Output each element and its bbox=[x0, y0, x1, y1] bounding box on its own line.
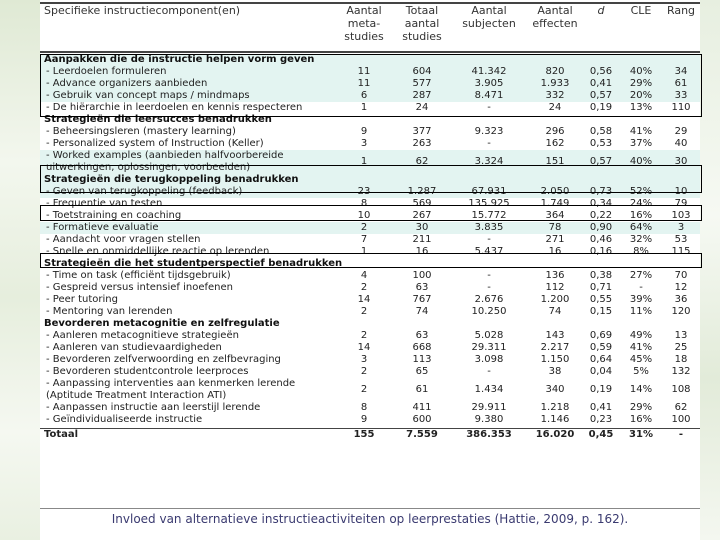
cell-d: 0,41 bbox=[589, 402, 613, 413]
cell-d: 0,56 bbox=[589, 66, 613, 77]
cell-effecten: 364 bbox=[545, 210, 565, 221]
row-label: - Beheersingsleren (mastery learning) bbox=[46, 126, 236, 138]
cell-effecten: 78 bbox=[548, 222, 562, 233]
cell-rang: 3 bbox=[677, 222, 685, 233]
cell-meta: 9 bbox=[360, 414, 368, 425]
cell-meta: 11 bbox=[357, 66, 371, 77]
table-header-rule bbox=[40, 51, 700, 53]
table-row bbox=[40, 378, 700, 402]
cell-totaal: 604 bbox=[412, 66, 432, 77]
cell-cle: 29% bbox=[629, 402, 653, 413]
header-totaal: Totaal aantal studies bbox=[402, 4, 442, 43]
cell-d: 0,23 bbox=[589, 414, 613, 425]
cell-subjecten: 15.772 bbox=[471, 210, 507, 221]
cell-meta: 2 bbox=[360, 366, 368, 377]
cell-totaal: 65 bbox=[415, 366, 429, 377]
section-row bbox=[40, 258, 700, 270]
cell-meta: 10 bbox=[357, 210, 371, 221]
row-label: - Leerdoelen formuleren bbox=[46, 66, 166, 78]
cell-subjecten: 3.835 bbox=[474, 222, 504, 233]
cell-totaal: 100 bbox=[412, 270, 432, 281]
cell-subjecten: - bbox=[487, 138, 491, 149]
cell-d: 0,90 bbox=[589, 222, 613, 233]
row-label: - Gespreid versus intensief inoefenen bbox=[46, 282, 233, 294]
row-label: - Worked examples (aanbieden halfvoorbereide uitwerkingen, oplossingen, voorbeelden) bbox=[46, 150, 296, 174]
section-row bbox=[40, 174, 700, 186]
header-subjecten: Aantal subjecten bbox=[462, 4, 516, 30]
cell-rang: 110 bbox=[671, 102, 691, 113]
cell-d: 0,38 bbox=[589, 270, 613, 281]
table-header bbox=[40, 4, 700, 50]
cell-effecten: 162 bbox=[545, 138, 565, 149]
cell-effecten: 340 bbox=[545, 384, 565, 395]
row-label: - Geïndividualiseerde instructie bbox=[46, 414, 202, 426]
cell-subjecten: 5.437 bbox=[474, 246, 504, 257]
cell-totaal: 377 bbox=[412, 126, 432, 137]
cell-cle: 37% bbox=[629, 138, 653, 149]
table-row bbox=[40, 90, 700, 102]
cell-totaal: 267 bbox=[412, 210, 432, 221]
total-row bbox=[40, 428, 700, 443]
row-label: - Formatieve evaluatie bbox=[46, 222, 159, 234]
row-label: - Toetstraining en coaching bbox=[46, 210, 181, 222]
table-row bbox=[40, 210, 700, 222]
cell-totaal: 287 bbox=[412, 90, 432, 101]
cell-meta: 14 bbox=[357, 342, 371, 353]
cell-subjecten: - bbox=[487, 102, 491, 113]
cell-effecten: 2.050 bbox=[540, 186, 570, 197]
cell-meta: 6 bbox=[360, 90, 368, 101]
cell-rang: 12 bbox=[674, 282, 688, 293]
cell-cle: 11% bbox=[629, 306, 653, 317]
cell-subjecten: 8.471 bbox=[474, 90, 504, 101]
background-decoration-left bbox=[0, 0, 40, 540]
cell-meta: 2 bbox=[360, 330, 368, 341]
cell-subjecten: 3.098 bbox=[474, 354, 504, 365]
cell-meta: 9 bbox=[360, 126, 368, 137]
cell-meta: 1 bbox=[360, 102, 368, 113]
cell-subjecten: 135.925 bbox=[468, 198, 510, 209]
cell-effecten: 16 bbox=[548, 246, 562, 257]
cell-totaal: 24 bbox=[415, 102, 429, 113]
cell-effecten: 1.933 bbox=[540, 78, 570, 89]
table-row bbox=[40, 138, 700, 150]
header-component: Specifieke instructiecomponent(en) bbox=[44, 4, 241, 17]
cell-meta: 11 bbox=[357, 78, 371, 89]
row-label: - Bevorderen zelfverwoording en zelfbevraging bbox=[46, 354, 281, 366]
cell-meta: 1 bbox=[360, 246, 368, 257]
cell-effecten: 38 bbox=[548, 366, 562, 377]
header-rang: Rang bbox=[666, 4, 696, 17]
cell-subjecten: 41.342 bbox=[471, 66, 507, 77]
cell-d: 0,57 bbox=[589, 156, 613, 167]
cell-d: 0,73 bbox=[589, 186, 613, 197]
cell-effecten: 1.146 bbox=[540, 414, 570, 425]
cell-totaal: 263 bbox=[412, 138, 432, 149]
row-label: - Personalized system of Instruction (Keller) bbox=[46, 138, 264, 150]
cell-subjecten: 9.380 bbox=[474, 414, 504, 425]
cell-d: 0,22 bbox=[589, 210, 613, 221]
row-label: Strategieën die het studentperspectief benadrukken bbox=[44, 258, 343, 269]
table-row bbox=[40, 186, 700, 198]
cell-totaal: 113 bbox=[412, 354, 432, 365]
cell-meta: 2 bbox=[360, 384, 368, 395]
cell-d: 0,59 bbox=[589, 342, 613, 353]
cell-subjecten: - bbox=[487, 366, 491, 377]
cell-totaal: 569 bbox=[412, 198, 432, 209]
cell-meta: 4 bbox=[360, 270, 368, 281]
caption-rule bbox=[40, 508, 700, 509]
cell-rang: 62 bbox=[674, 402, 688, 413]
table-row bbox=[40, 402, 700, 414]
cell-rang: 36 bbox=[674, 294, 688, 305]
row-label: Bevorderen metacognitie en zelfregulatie bbox=[44, 318, 280, 329]
table-row bbox=[40, 354, 700, 366]
cell-effecten: 74 bbox=[548, 306, 562, 317]
cell-effecten: 136 bbox=[545, 270, 565, 281]
cell-subjecten: 1.434 bbox=[474, 384, 504, 395]
cell-cle: 29% bbox=[629, 78, 653, 89]
cell-rang: 108 bbox=[671, 384, 691, 395]
table-row bbox=[40, 294, 700, 306]
cell-cle: 49% bbox=[629, 330, 653, 341]
cell-effecten: 1.150 bbox=[540, 354, 570, 365]
section-row bbox=[40, 318, 700, 330]
cell-cle: 13% bbox=[629, 102, 653, 113]
cell-effecten: 2.217 bbox=[540, 342, 570, 353]
cell-meta: 3 bbox=[360, 138, 368, 149]
cell-rang: 103 bbox=[671, 210, 691, 221]
table-top-rule bbox=[40, 2, 700, 4]
cell-cle: 31% bbox=[629, 429, 653, 440]
table-row bbox=[40, 102, 700, 114]
cell-subjecten: - bbox=[487, 270, 491, 281]
cell-rang: 79 bbox=[674, 198, 688, 209]
row-label: - Snelle en onmiddellijke reactie op lerenden bbox=[46, 246, 269, 258]
cell-effecten: 271 bbox=[545, 234, 565, 245]
cell-subjecten: 386.353 bbox=[466, 429, 512, 440]
cell-rang: 120 bbox=[671, 306, 691, 317]
cell-totaal: 63 bbox=[415, 330, 429, 341]
row-label: Aanpakken die de instructie helpen vorm geven bbox=[44, 54, 315, 65]
cell-totaal: 1.287 bbox=[407, 186, 437, 197]
table-row bbox=[40, 198, 700, 210]
cell-cle: 41% bbox=[629, 126, 653, 137]
cell-d: 0,69 bbox=[589, 330, 613, 341]
cell-subjecten: 9.323 bbox=[474, 126, 504, 137]
cell-totaal: 62 bbox=[415, 156, 429, 167]
table-row bbox=[40, 330, 700, 342]
cell-subjecten: 29.911 bbox=[471, 402, 507, 413]
cell-rang: 70 bbox=[674, 270, 688, 281]
cell-subjecten: 3.324 bbox=[474, 156, 504, 167]
cell-rang: 34 bbox=[674, 66, 688, 77]
cell-totaal: 668 bbox=[412, 342, 432, 353]
cell-totaal: 30 bbox=[415, 222, 429, 233]
cell-subjecten: 5.028 bbox=[474, 330, 504, 341]
cell-d: 0,57 bbox=[589, 90, 613, 101]
table-caption: Invloed van alternatieve instructieactiviteiten op leerprestaties (Hattie, 2009, p. 162). bbox=[111, 512, 629, 526]
cell-effecten: 143 bbox=[545, 330, 565, 341]
table-row bbox=[40, 366, 700, 378]
header-cle: CLE bbox=[630, 4, 652, 17]
cell-cle: 40% bbox=[629, 156, 653, 167]
row-label: - Geven van terugkoppeling (feedback) bbox=[46, 186, 242, 198]
cell-effecten: 1.749 bbox=[540, 198, 570, 209]
cell-rang: 10 bbox=[674, 186, 688, 197]
cell-d: 0,55 bbox=[589, 294, 613, 305]
cell-cle: 32% bbox=[629, 234, 653, 245]
cell-rang: 30 bbox=[674, 156, 688, 167]
row-label: - Gebruik van concept maps / mindmaps bbox=[46, 90, 250, 102]
row-label: - Frequentie van testen bbox=[46, 198, 162, 210]
cell-effecten: 1.200 bbox=[540, 294, 570, 305]
cell-cle: 39% bbox=[629, 294, 653, 305]
row-label: - Mentoring van lerenden bbox=[46, 306, 172, 318]
table-row bbox=[40, 342, 700, 354]
cell-cle: 5% bbox=[633, 366, 649, 377]
row-label: - Aanpassen instructie aan leerstijl lerende bbox=[46, 402, 260, 414]
cell-effecten: 24 bbox=[548, 102, 562, 113]
row-label: - Aanleren metacognitieve strategieën bbox=[46, 330, 239, 342]
table-row bbox=[40, 246, 700, 258]
row-label: - Bevorderen studentcontrole leerproces bbox=[46, 366, 248, 378]
cell-effecten: 820 bbox=[545, 66, 565, 77]
section-row bbox=[40, 114, 700, 126]
cell-totaal: 411 bbox=[412, 402, 432, 413]
cell-rang: 61 bbox=[674, 78, 688, 89]
cell-cle: 64% bbox=[629, 222, 653, 233]
row-label: Totaal bbox=[44, 429, 79, 440]
cell-d: 0,04 bbox=[589, 366, 613, 377]
cell-cle: 20% bbox=[629, 90, 653, 101]
cell-cle: 16% bbox=[629, 414, 653, 425]
cell-cle: 52% bbox=[629, 186, 653, 197]
cell-meta: 8 bbox=[360, 402, 368, 413]
header-effecten: Aantal effecten bbox=[532, 4, 578, 30]
cell-d: 0,19 bbox=[589, 102, 613, 113]
cell-effecten: 151 bbox=[545, 156, 565, 167]
table-row bbox=[40, 282, 700, 294]
table-row bbox=[40, 78, 700, 90]
table-row bbox=[40, 150, 700, 174]
cell-totaal: 74 bbox=[415, 306, 429, 317]
cell-meta: 7 bbox=[360, 234, 368, 245]
background-decoration-right bbox=[700, 0, 720, 540]
cell-d: 0,53 bbox=[589, 138, 613, 149]
cell-meta: 2 bbox=[360, 282, 368, 293]
cell-meta: 23 bbox=[357, 186, 371, 197]
cell-d: 0,15 bbox=[589, 306, 613, 317]
cell-meta: 3 bbox=[360, 354, 368, 365]
cell-rang: 25 bbox=[674, 342, 688, 353]
row-label: - Advance organizers aanbieden bbox=[46, 78, 207, 90]
row-label: - Peer tutoring bbox=[46, 294, 118, 306]
cell-subjecten: 2.676 bbox=[474, 294, 504, 305]
cell-cle: 41% bbox=[629, 342, 653, 353]
row-label: Strategieën die leersucces benadrukken bbox=[44, 114, 272, 125]
cell-meta: 1 bbox=[360, 156, 368, 167]
cell-rang: 18 bbox=[674, 354, 688, 365]
cell-totaal: 767 bbox=[412, 294, 432, 305]
cell-rang: 132 bbox=[671, 366, 691, 377]
cell-meta: 8 bbox=[360, 198, 368, 209]
cell-totaal: 7.559 bbox=[406, 429, 438, 440]
row-label: Strategieën die terugkoppeling benadrukken bbox=[44, 174, 299, 185]
cell-totaal: 63 bbox=[415, 282, 429, 293]
cell-cle: 27% bbox=[629, 270, 653, 281]
cell-effecten: 332 bbox=[545, 90, 565, 101]
cell-subjecten: 67.931 bbox=[471, 186, 507, 197]
cell-d: 0,45 bbox=[588, 429, 614, 440]
cell-effecten: 296 bbox=[545, 126, 565, 137]
table-body bbox=[40, 54, 700, 443]
cell-cle: 16% bbox=[629, 210, 653, 221]
row-label: - Time on task (efficiënt tijdsgebruik) bbox=[46, 270, 231, 282]
cell-totaal: 16 bbox=[415, 246, 429, 257]
row-label: - Aanpassing interventies aan kenmerken lerende (Aptitude Treatment Interaction ATI) bbox=[46, 378, 296, 402]
cell-rang: 13 bbox=[674, 330, 688, 341]
table-row bbox=[40, 222, 700, 234]
cell-rang: - bbox=[678, 429, 684, 440]
section-row bbox=[40, 54, 700, 66]
cell-subjecten: - bbox=[487, 234, 491, 245]
cell-effecten: 16.020 bbox=[535, 429, 575, 440]
table-row bbox=[40, 414, 700, 426]
header-d: d bbox=[597, 4, 605, 17]
cell-d: 0,19 bbox=[589, 384, 613, 395]
cell-rang: 33 bbox=[674, 90, 688, 101]
cell-effecten: 1.218 bbox=[540, 402, 570, 413]
cell-cle: 40% bbox=[629, 66, 653, 77]
document-page bbox=[40, 0, 700, 540]
cell-effecten: 112 bbox=[545, 282, 565, 293]
cell-rang: 40 bbox=[674, 138, 688, 149]
cell-totaal: 577 bbox=[412, 78, 432, 89]
cell-cle: - bbox=[639, 282, 643, 293]
cell-rang: 53 bbox=[674, 234, 688, 245]
cell-cle: 14% bbox=[629, 384, 653, 395]
cell-meta: 2 bbox=[360, 222, 368, 233]
cell-meta: 14 bbox=[357, 294, 371, 305]
row-label: - Aanleren van studievaardigheden bbox=[46, 342, 222, 354]
header-meta: Aantal meta-studies bbox=[344, 4, 384, 43]
cell-meta: 2 bbox=[360, 306, 368, 317]
cell-cle: 8% bbox=[633, 246, 649, 257]
table-row bbox=[40, 126, 700, 138]
cell-d: 0,34 bbox=[589, 198, 613, 209]
table-row bbox=[40, 306, 700, 318]
table-row bbox=[40, 234, 700, 246]
cell-subjecten: 3.905 bbox=[474, 78, 504, 89]
cell-cle: 45% bbox=[629, 354, 653, 365]
cell-d: 0,16 bbox=[589, 246, 613, 257]
cell-totaal: 600 bbox=[412, 414, 432, 425]
cell-subjecten: 29.311 bbox=[471, 342, 507, 353]
cell-cle: 24% bbox=[629, 198, 653, 209]
cell-d: 0,58 bbox=[589, 126, 613, 137]
cell-totaal: 61 bbox=[415, 384, 429, 395]
row-label: - Aandacht voor vragen stellen bbox=[46, 234, 200, 246]
cell-rang: 29 bbox=[674, 126, 688, 137]
table-row bbox=[40, 270, 700, 282]
cell-rang: 100 bbox=[671, 414, 691, 425]
cell-d: 0,71 bbox=[589, 282, 613, 293]
cell-meta: 155 bbox=[353, 429, 375, 440]
table-row bbox=[40, 66, 700, 78]
cell-rang: 115 bbox=[671, 246, 691, 257]
cell-d: 0,46 bbox=[589, 234, 613, 245]
row-label: - De hiërarchie in leerdoelen en kennis respecteren bbox=[46, 102, 302, 114]
cell-subjecten: - bbox=[487, 282, 491, 293]
cell-subjecten: 10.250 bbox=[471, 306, 507, 317]
cell-d: 0,64 bbox=[589, 354, 613, 365]
cell-d: 0,41 bbox=[589, 78, 613, 89]
cell-totaal: 211 bbox=[412, 234, 432, 245]
